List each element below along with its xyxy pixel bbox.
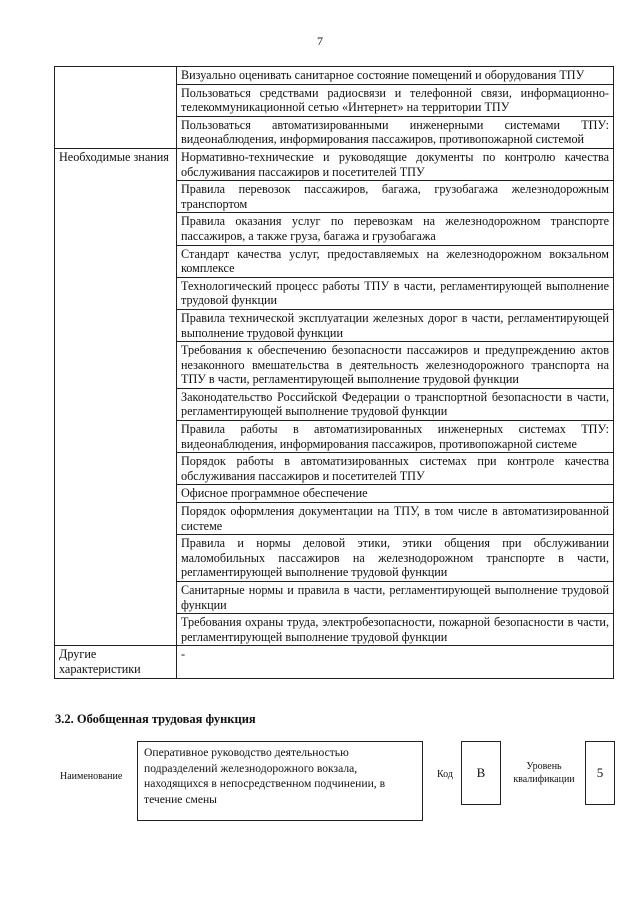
knowledge-cell: Законодательство Российской Федерации о транспортной безопасности в части, регламентирующей выполнение трудовой функции [177,388,614,420]
knowledge-cell: Санитарные нормы и правила в части, регламентирующей выполнение трудовой функции [177,582,614,614]
code-value-box: B [461,741,501,805]
knowledge-cell: Правила перевозок пассажиров, багажа, грузобагажа железнодорожным транспортом [177,181,614,213]
competency-table [54,66,614,679]
knowledge-cell: Офисное программное обеспечение [177,485,614,503]
knowledge-cell: Порядок оформления документации на ТПУ, в том числе в автоматизированной системе [177,503,614,535]
other-characteristics-value: - [177,646,614,678]
table-row [55,67,614,85]
knowledge-cell: Правила и нормы деловой этики, этики общения при обслуживании маломобильных пассажиров на железнодорожном транспорте в части, регламентирующей выполнение трудовой функции [177,535,614,582]
name-value-box: Оперативное руководство деятельностью подразделений железнодорожного вокзала, находящихся в непосредственном подчинении, в течение смены [137,741,423,821]
section-title: 3.2. Обобщенная трудовая функция [55,712,256,726]
page-number: 7 [317,34,323,48]
skill-cell: Визуально оценивать санитарное состояние помещений и оборудования ТПУ [177,67,614,85]
skill-cell: Пользоваться автоматизированными инженерными системами ТПУ: видеонаблюдения, информирования пассажиров, противопожарной системой [177,116,614,148]
knowledge-cell: Правила работы в автоматизированных инженерных системах ТПУ: видеонаблюдения, информирования пассажиров, противопожарной системе [177,421,614,453]
qualification-level-box: 5 [585,741,615,805]
empty-label-cell [55,67,177,149]
knowledge-cell: Требования охраны труда, электробезопасности, пожарной безопасности в части, регламентирующей выполнение трудовой функции [177,614,614,646]
knowledge-cell: Требования к обеспечению безопасности пассажиров и предупреждению актов незаконного вмешательства в деятельность железнодорожного транспорта на ТПУ в части, регламентирующей выполнение трудовой функции [177,342,614,389]
knowledge-cell: Стандарт качества услуг, предоставляемых на железнодорожном вокзальном комплексе [177,245,614,277]
qualification-level-label: Уровень квалификации [513,761,575,785]
table-row [55,148,614,180]
other-characteristics-label: Другие характеристики [55,646,177,678]
knowledge-cell: Нормативно-технические и руководящие документы по контролю качества обслуживания пассажиров и посетителей ТПУ [177,148,614,180]
knowledge-cell: Правила технической эксплуатации железных дорог в части, регламентирующей выполнение трудовой функции [177,309,614,341]
knowledge-cell: Технологический процесс работы ТПУ в части, регламентирующей выполнение трудовой функции [177,277,614,309]
skill-cell: Пользоваться средствами радиосвязи и телефонной связи, информационно-телекоммуникационной сетью «Интернет» на территории ТПУ [177,84,614,116]
table-row [55,646,614,678]
knowledge-cell: Правила оказания услуг по перевозкам на железнодорожном транспорте пассажиров, а также груза, багажа и грузобагажа [177,213,614,245]
name-label: Наименование [60,771,123,782]
knowledge-label: Необходимые знания [55,148,177,645]
knowledge-cell: Порядок работы в автоматизированных системах при контроле качества обслуживания пассажиров и посетителей ТПУ [177,453,614,485]
competency-table-body [55,67,614,679]
code-label: Код [437,769,453,780]
